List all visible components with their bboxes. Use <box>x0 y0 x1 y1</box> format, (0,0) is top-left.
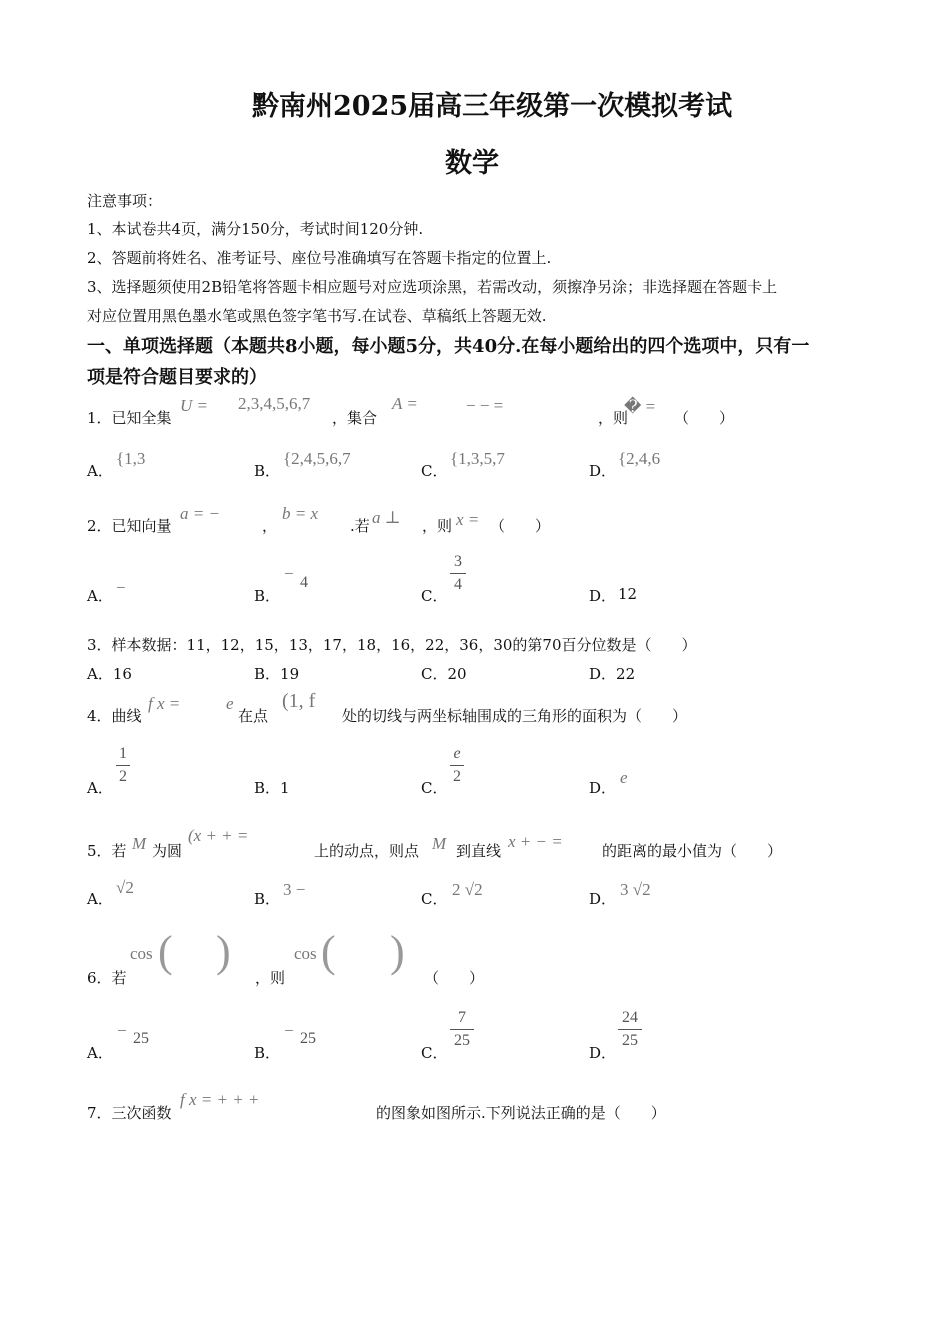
math-expression: 2,3,4,5,6,7 <box>238 394 311 413</box>
question-7: 7．三次函数 <box>87 1104 172 1122</box>
question-5-text: 为圆 <box>152 842 183 860</box>
option-label-c: C． <box>421 462 448 480</box>
question-6-text: ，则 <box>255 969 286 987</box>
fraction-bar <box>450 765 464 766</box>
option-a-value: {1,3 <box>116 449 146 468</box>
math-expression: f x = <box>148 694 181 713</box>
question-2-text: ， <box>262 517 278 535</box>
note-item: 1、本试卷共4页，满分150分，考试时间120分钟. <box>87 220 424 238</box>
fraction-denominator: 25 <box>454 1032 470 1049</box>
math-expression: x + − = <box>508 832 563 851</box>
option-c-fraction <box>450 552 466 595</box>
option-label-b: B． <box>254 890 281 908</box>
math-expression: � = <box>624 397 656 416</box>
math-expression: f x = + + + <box>180 1090 260 1109</box>
option-label-d: D． <box>589 1044 617 1062</box>
option-label-b: B． <box>254 1044 281 1062</box>
exam-title: 黔南州2025届高三年级第一次模拟考试 <box>252 91 733 122</box>
question-1-text: ，则 <box>598 409 629 427</box>
question-5-text: 的距离的最小值为（ ） <box>602 842 783 860</box>
option-label-d: D． <box>589 587 617 605</box>
question-4-text: 处的切线与两坐标轴围成的三角形的面积为（ ） <box>342 707 688 725</box>
option-label-a: A． <box>87 462 113 480</box>
option-b-fraction <box>297 1006 319 1049</box>
math-expression: cos <box>130 944 153 963</box>
paren-open: ( <box>321 927 336 976</box>
answer-bracket: （ ） <box>674 409 735 427</box>
math-expression: A = <box>392 394 418 413</box>
note-item: 对应位置用黑色墨水笔或黑色签字笔书写.在试卷、草稿纸上答题无效. <box>87 307 547 325</box>
option-b-fraction <box>296 550 312 593</box>
question-4: 4．曲线 <box>87 707 142 725</box>
question-7-text: 的图象如图所示.下列说法正确的是（ ） <box>376 1104 666 1122</box>
question-2-text: .若 <box>350 517 370 535</box>
option-label-c: C． <box>421 1044 448 1062</box>
fraction-bar <box>130 1027 152 1028</box>
math-expression: − − = <box>466 396 504 415</box>
fraction-numerator: 3 <box>454 553 462 570</box>
question-2: 2．已知向量 <box>87 517 172 535</box>
question-1: 1．已知全集 <box>87 409 172 427</box>
fraction-bar <box>296 571 312 572</box>
option-label-d: D． <box>589 779 617 797</box>
question-6: 6．若 <box>87 969 127 987</box>
fraction-denominator: 25 <box>622 1032 638 1049</box>
answer-bracket: （ ） <box>490 517 551 535</box>
option-b-value: {2,4,5,6,7 <box>283 449 351 468</box>
option-label-a: A． <box>87 779 113 797</box>
option-label-c: C． <box>421 779 448 797</box>
math-expression: M <box>432 834 447 853</box>
option-c-value: 2 √2 <box>452 880 483 899</box>
fraction-bar <box>618 1029 642 1030</box>
option-b: B．1 <box>254 779 290 797</box>
math-expression: x = <box>456 510 480 529</box>
math-expression: b = x <box>282 504 319 523</box>
option-label-a: A． <box>87 890 113 908</box>
question-5-text: 上的动点，则点 <box>314 842 420 860</box>
fraction-bar <box>297 1027 319 1028</box>
option-label-b: B． <box>254 587 281 605</box>
fraction-denominator: 2 <box>119 768 127 785</box>
fraction-numerator: e <box>453 745 461 762</box>
option-label-c: C． <box>421 890 448 908</box>
question-1-text: ，集合 <box>332 409 378 427</box>
fraction-denominator: 4 <box>454 576 462 593</box>
math-expression: a ⊥ <box>372 508 401 527</box>
question-2-text: ，则 <box>422 517 453 535</box>
question-5-text: 到直线 <box>456 842 502 860</box>
math-expression: (x + + = <box>188 826 249 845</box>
option-label-d: D． <box>589 462 617 480</box>
math-expression: cos <box>294 944 317 963</box>
fraction-bar <box>450 1029 474 1030</box>
fraction-numerator: 7 <box>458 1009 466 1026</box>
answer-bracket: （ ） <box>424 969 485 987</box>
option-label-a: A． <box>87 587 113 605</box>
option-c-value: {1,3,5,7 <box>450 449 505 468</box>
option-a-sign: − <box>117 1021 127 1040</box>
option-d-value: {2,4,6 <box>618 449 661 468</box>
note-item: 3、选择题须使用2B铅笔将答题卡相应题号对应选项涂黑，若需改动，须擦净另涂；非选择题在答题卡上 <box>87 278 778 296</box>
option-d-value: 3 √2 <box>620 880 651 899</box>
option-a-fraction <box>116 744 130 787</box>
option-c-fraction <box>450 744 464 787</box>
option-label-d: D． <box>589 890 617 908</box>
option-b-sign: − <box>284 1021 294 1040</box>
fraction-denominator: 4 <box>300 574 308 591</box>
option-b-value: 3 − <box>283 880 306 899</box>
fraction-denominator: 2 <box>453 768 461 785</box>
option-a-value: − <box>116 578 126 597</box>
question-5: 5．若 <box>87 842 127 860</box>
fraction-bar <box>116 765 130 766</box>
fraction-denominator: 25 <box>133 1030 149 1047</box>
option-d-value: 12 <box>618 585 638 603</box>
subject-title: 数学 <box>445 148 499 179</box>
option-c: C．20 <box>421 665 467 683</box>
option-a-fraction <box>130 1006 152 1049</box>
option-label-c: C． <box>421 587 448 605</box>
option-c-fraction <box>450 1008 474 1051</box>
fraction-numerator: 1 <box>119 745 127 762</box>
fraction-denominator: 25 <box>300 1030 316 1047</box>
option-a-value: √2 <box>116 878 134 897</box>
paren-close: ) <box>216 927 231 976</box>
paren-open: ( <box>158 927 173 976</box>
fraction-bar <box>450 573 466 574</box>
option-d-value: e <box>620 768 628 787</box>
option-d-fraction <box>618 1008 642 1051</box>
fraction-numerator: 24 <box>622 1009 638 1026</box>
section-heading-cont: 项是符合题目要求的） <box>87 367 267 388</box>
notes-heading: 注意事项： <box>87 192 163 210</box>
option-b-sign: − <box>284 564 294 583</box>
option-label-b: B． <box>254 462 281 480</box>
math-expression: a = − <box>180 504 220 523</box>
math-expression: M <box>132 834 147 853</box>
section-heading: 一、单项选择题（本题共8小题，每小题5分，共40分.在每小题给出的四个选项中，只有一 <box>87 336 810 357</box>
math-expression: (1, f <box>282 690 316 712</box>
option-d: D．22 <box>589 665 636 683</box>
math-expression: U = <box>180 396 208 415</box>
option-a: A．16 <box>87 665 132 683</box>
paren-close: ) <box>390 927 405 976</box>
note-item: 2、答题前将姓名、准考证号、座位号准确填写在答题卡指定的位置上. <box>87 249 552 267</box>
question-4-text: 在点 <box>238 707 269 725</box>
question-3: 3．样本数据：11，12，15，13，17，18，16，22，36，30的第70百分位数是（ ） <box>87 636 697 654</box>
math-expression: e <box>226 694 234 713</box>
option-b: B．19 <box>254 665 300 683</box>
option-label-a: A． <box>87 1044 113 1062</box>
